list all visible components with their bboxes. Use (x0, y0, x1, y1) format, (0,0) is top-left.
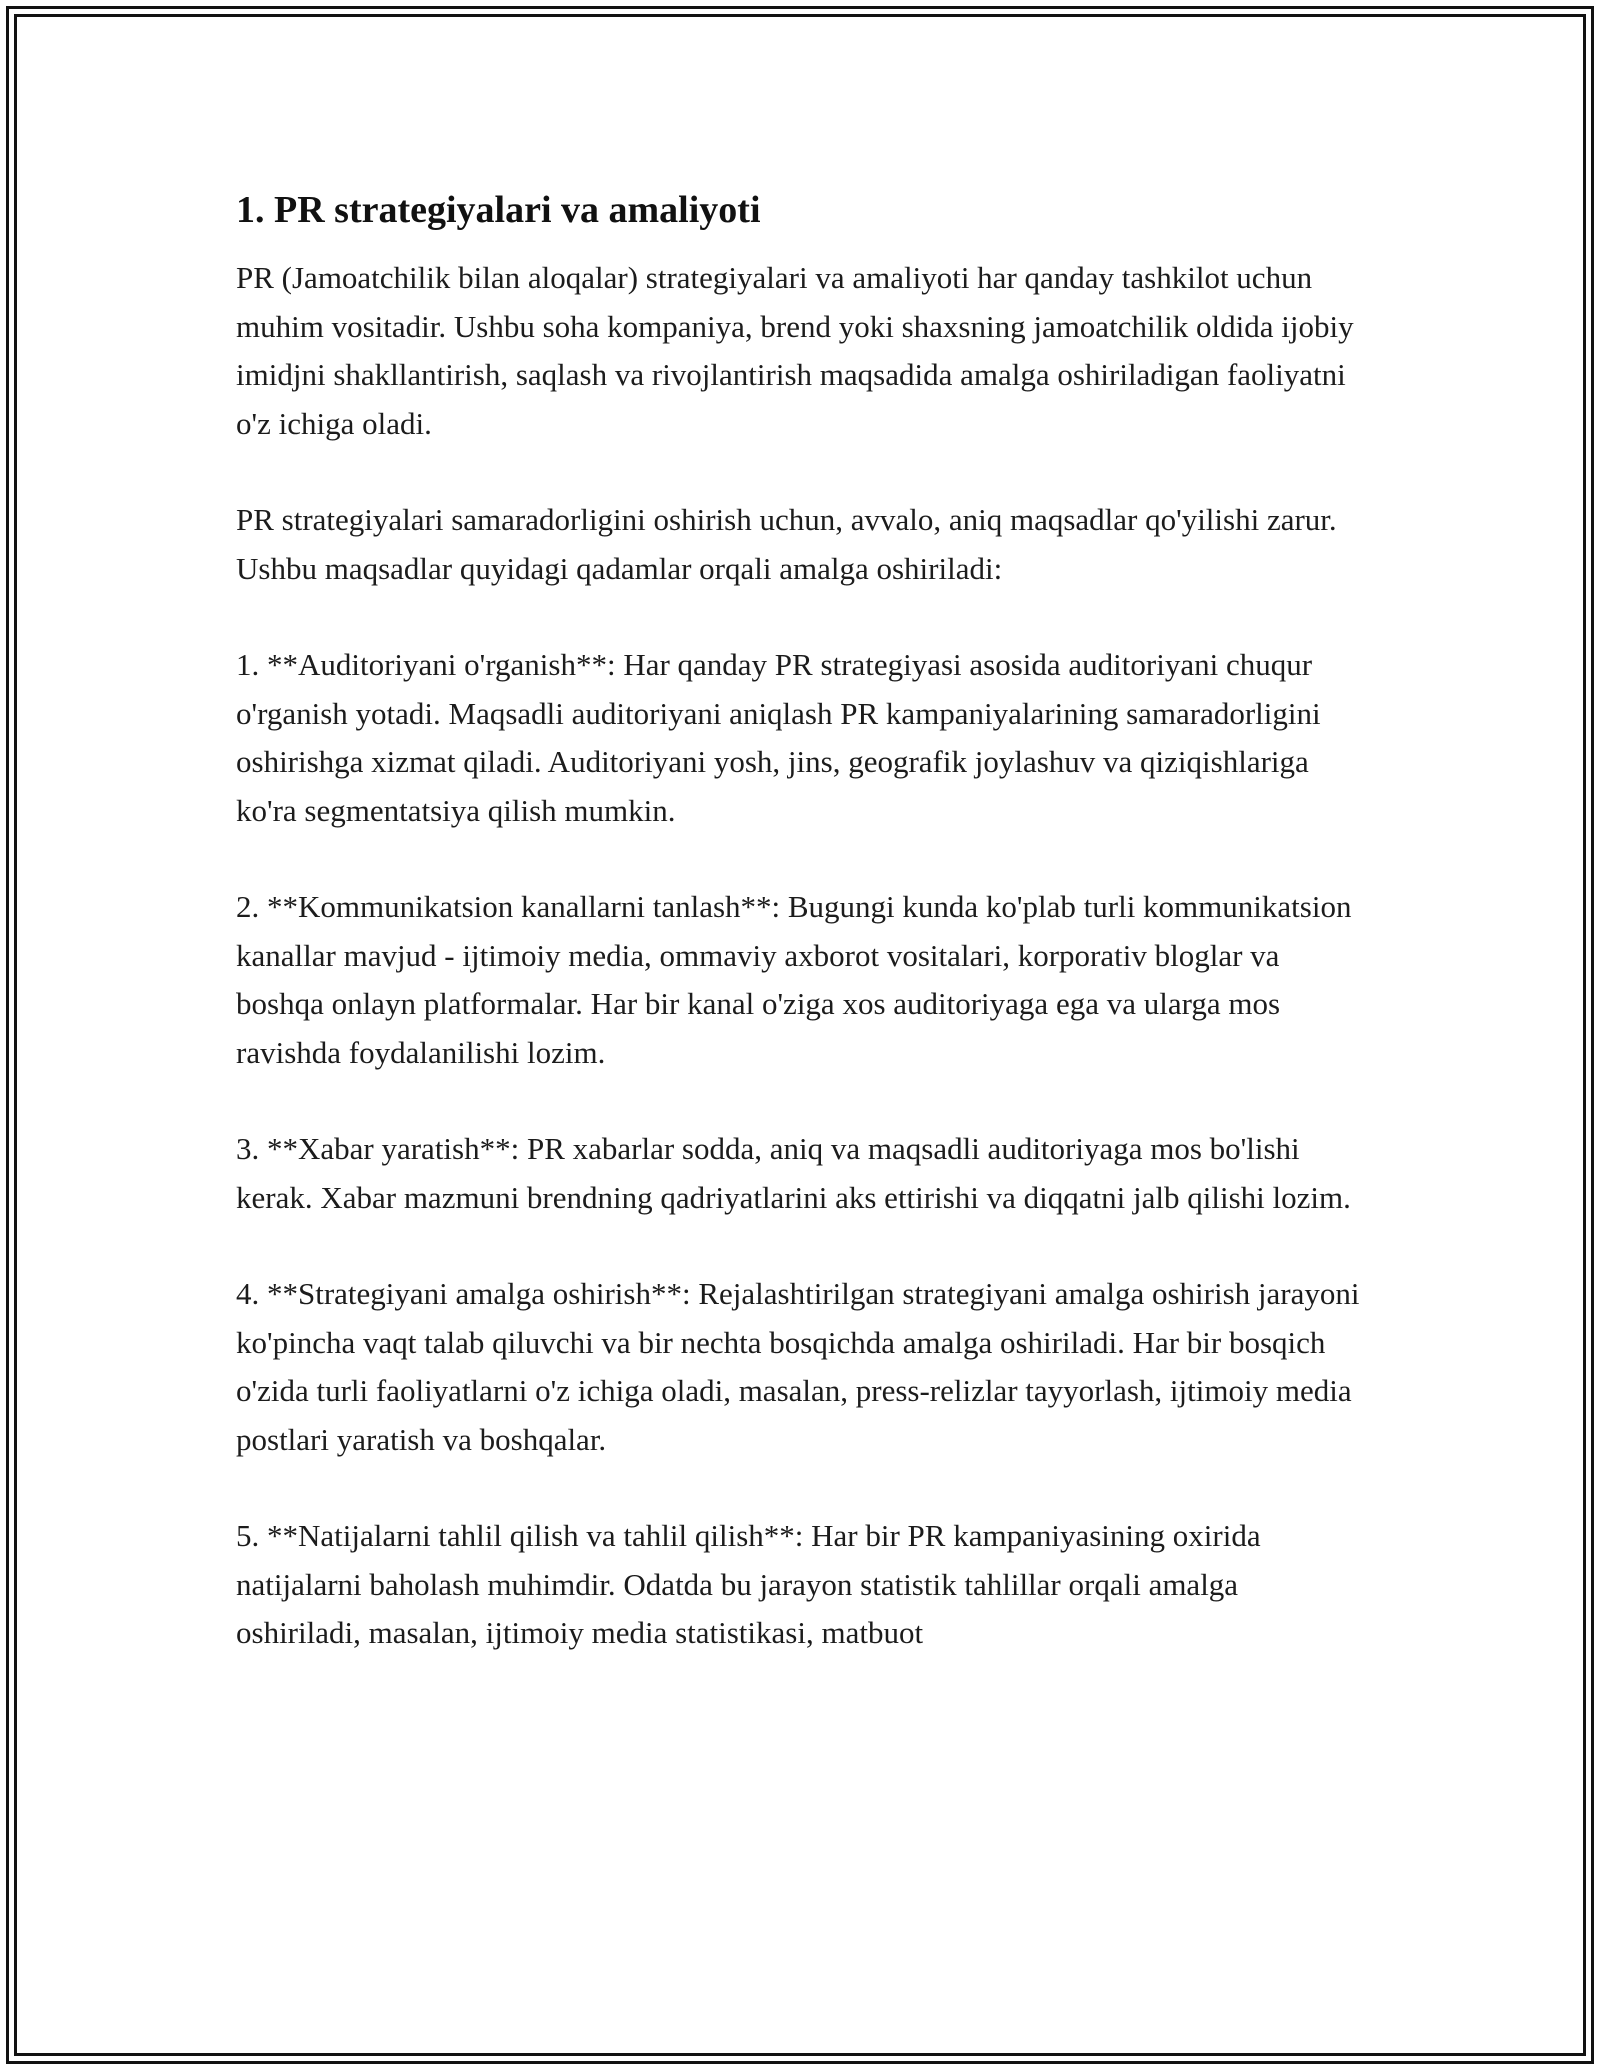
paragraph-intro: PR (Jamoatchilik bilan aloqalar) strategiyalari va amaliyoti har qanday tashkilot uchun muhim vositadir. Ushbu soha kompaniya, brend yoki shaxsning jamoatchilik oldida ijobiy imidjni shakllantirish, saqlash va rivojlantirish maqsadida amalga oshiriladigan faoliyatni o'z ichiga oladi. (236, 260, 1354, 441)
list-item-analysis: 5. **Natijalarni tahlil qilish va tahlil qilish**: Har bir PR kampaniyasining oxirida natijalarni baholash muhimdir. Odatda bu jarayon statistik tahlillar orqali amalga oshiriladi, masalan, ijtimoiy media statistikasi, matbuot (236, 1518, 1261, 1650)
list-item-implementation: 4. **Strategiyani amalga oshirish**: Rejalashtirilgan strategiyani amalga oshirish jarayoni ko'pincha vaqt talab qiluvchi va bir nechta bosqichda amalga oshiriladi. Har bir bosqich o'zida turli faoliyatlarni o'z ichiga oladi, masalan, press-relizlar tayyorlash, ijtimoiy media postlari yaratish va boshqalar. (236, 1276, 1360, 1457)
list-item-message: 3. **Xabar yaratish**: PR xabarlar sodda, aniq va maqsadli auditoriyaga mos bo'lishi kerak. Xabar mazmuni brendning qadriyatlarini aks ettirishi va diqqatni jalb qilishi lozim. (236, 1131, 1351, 1215)
document-title: 1. PR strategiyalari va amaliyoti (236, 189, 761, 231)
paragraph-goals: PR strategiyalari samaradorligini oshirish uchun, avvalo, aniq maqsadlar qo'yilishi zarur. Ushbu maqsadlar quyidagi qadamlar orqali amalga oshiriladi: (236, 502, 1337, 586)
document-body (236, 184, 1366, 1706)
list-item-channels: 2. **Kommunikatsion kanallarni tanlash**: Bugungi kunda ko'plab turli kommunikatsion kanallar mavjud - ijtimoiy media, ommaviy axborot vositalari, korporativ bloglar va boshqa onlayn platformalar. Har bir kanal o'ziga xos auditoriyaga ega va ularga mos ravishda foydalanilishi lozim. (236, 889, 1352, 1070)
list-item-audience: 1. **Auditoriyani o'rganish**: Har qanday PR strategiyasi asosida auditoriyani chuqur o'rganish yotadi. Maqsadli auditoriyani aniqlash PR kampaniyalarining samaradorligini oshirishga xizmat qiladi. Auditoriyani yosh, jins, geografik joylashuv va qiziqishlariga ko'ra segmentatsiya qilish mumkin. (236, 647, 1321, 828)
